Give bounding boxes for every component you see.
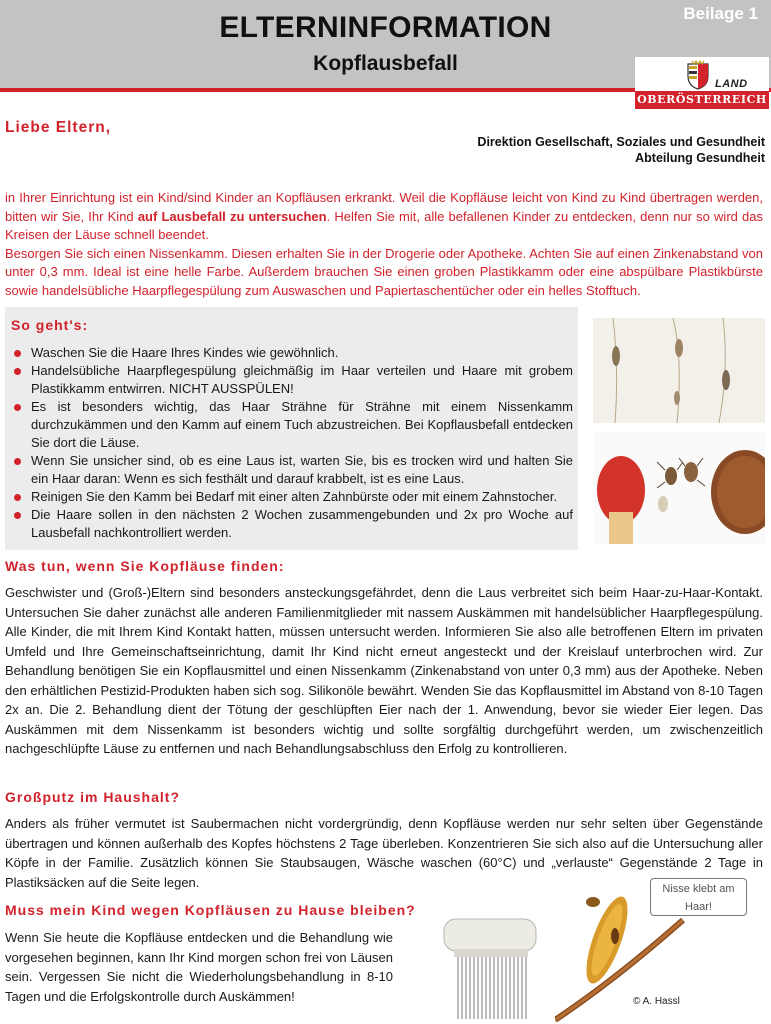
sender-division: Abteilung Gesundheit [635,151,765,165]
howto-list [10,344,573,542]
intro-p1-start: in Ihrer Einrichtung ist ein Kind/sind Kinder an Kopfläusen erkrankt. Weil die Kopfläuse leicht von Kind zu Kind übertragen werden, bitten wir Sie, Ihr Kind [5,190,763,224]
document-title: ELTERNINFORMATION [219,11,552,44]
list-item: Waschen Sie die Haare Ihres Kindes wie gewöhnlich. [10,344,573,362]
howto-heading: So geht's: [11,317,89,333]
logo-region-text: OBERÖSTERREICH [635,91,769,109]
photo-credit: © A. Hassl [633,996,680,1007]
sender-department: Direktion Gesellschaft, Soziales und Gesundheit [477,135,765,149]
zuhause-text: Wenn Sie heute die Kopfläuse entdecken und die Behandlung wie vorgesehen beginnen, kann Ihr Kind morgen schon frei von Läusen sein. Vergessen Sie nicht die Wiederholungsbehandlung in 8-10 Tagen und die Erfolgskontrolle durch Auskämmen! [5,930,393,1004]
land-ooe-logo [635,57,769,109]
list-item: Handelsübliche Haarpflegespülung gleichmäßig im Haar verteilen und Haare mit grobem Plastikkamm entwirren. NICHT AUSSPÜLEN! [10,362,573,398]
logo-land-text: LAND [715,78,748,90]
lice-size-comparison-photo [593,432,765,544]
was-tun-text: Geschwister und (Groß-)Eltern sind besonders ansteckungsgefährdet, denn die Laus verbreitet sich beim Haar-zu-Haar-Kontakt. Untersuchen Sie daher zunächst alle anderen Familienmitglieder mit nassem Auskämmen mit handelsüblicher Haarpflegespülung. Alle Kinder, die mit Ihrem Kind Kontakt hatten, müssen untersucht werden. Informieren Sie also alle betroffenen Eltern im privaten Umfeld und Ihre Gemeinschaftseinrichtung, damit Ihr Kind nicht erneut angesteckt und der Kreislauf unterbrochen wird. Zur Behandlung benötigen Sie ein Kopflausmittel und einen Nissenkamm (Zinkenabstand von unter 0,3 mm) aus der Apotheke. Neben den erhältlichen Pestizid-Produkten haben sich sog. Silikonöle bewährt. Wenden Sie das Kopflausmittel im Abstand von 8-10 Tagen 2x an. Die 2. Behandlung dient der Tötung der geschlüpften Eier nach der 1. Anwendung, bevor sie wieder Eier legen. Das Auskämmen mit dem Nissenkamm ist besonders wichtig und sollte sorgfältig durchgeführt werden, um zwischenzeitlich nachgeschlüpfte Läuse zu entfernen und nach Behandlungsabschluss den Erfolg zu kontrollieren. [5,585,763,756]
list-item: Wenn Sie unsicher sind, ob es eine Laus ist, warten Sie, bis es trocken wird und halten Sie ein Haar daran: Wenn es sich festhält und darauf krabbelt, ist es eine Laus. [10,452,573,488]
intro-p2: Besorgen Sie sich einen Nissenkamm. Diesen erhalten Sie in der Drogerie oder Apotheke. Achten Sie auf einen Zinkenabstand von unter 0,3 mm. Ideal ist eine helle Farbe. Außerdem brauchen Sie einen groben Plastikkamm oder eine abspülbare Plastikbürste sowie handelsübliche Haarpflegespülung zum Auswaschen und Papiertaschentücher oder ein helles Stofftuch. [5,245,763,298]
sender-block [477,134,765,166]
zuhause-heading: Muss mein Kind wegen Kopfläusen zu Hause bleiben? [5,902,416,918]
was-tun-heading: Was tun, wenn Sie Kopfläuse finden: [5,558,285,574]
grossputz-heading: Großputz im Haushalt? [5,789,180,805]
grossputz-text: Anders als früher vermutet ist Saubermachen nicht vordergründig, denn Kopfläuse werden nur sehr selten über Gegenstände übertragen und können außerhalb des Kopfes höchstens 2 Tage überleben. Konzentrieren Sie sich also auf die Untersuchung aller Köpfe in der Familie. Zusätzlich können Sie Staubsaugen, Wäsche waschen (60°C) und „verlauste“ Gegenstände 2 Tage in Plastiksäcken auf die Seite legen. [5,816,763,890]
greeting: Liebe Eltern, [5,119,112,136]
document-subtitle: Kopflausbefall [313,52,458,75]
list-item: Es ist besonders wichtig, das Haar Strähne für Strähne mit einem Nissenkamm durchzukämmen und den Kamm auf einem Tuch abzustreichen. Bei Kopflausbefall entdecken Sie dort die Läuse. [10,398,573,452]
nits-photo [593,318,765,423]
intro-p1-end: . Helfen Sie mit, alle befallenen Kinder zu entdecken, denn nur so wird das Kreisen der Läuse schnell beendet. [5,208,763,242]
intro-text [5,189,763,300]
intro-p1-bold: auf Lausbefall zu untersuchen [137,208,327,224]
nit-comb-image [440,915,542,1021]
nit-callout: Nisse klebt am Haar! [650,878,747,916]
attachment-label: Beilage 1 [683,4,758,23]
list-item: Die Haare sollen in den nächsten 2 Wochen zusammengebunden und 2x pro Woche auf Lausbefall nachkontrolliert werden. [10,506,573,542]
coat-of-arms-icon [680,60,716,90]
list-item: Reinigen Sie den Kamm bei Bedarf mit einer alten Zahnbürste oder mit einem Zahnstocher. [10,488,573,506]
